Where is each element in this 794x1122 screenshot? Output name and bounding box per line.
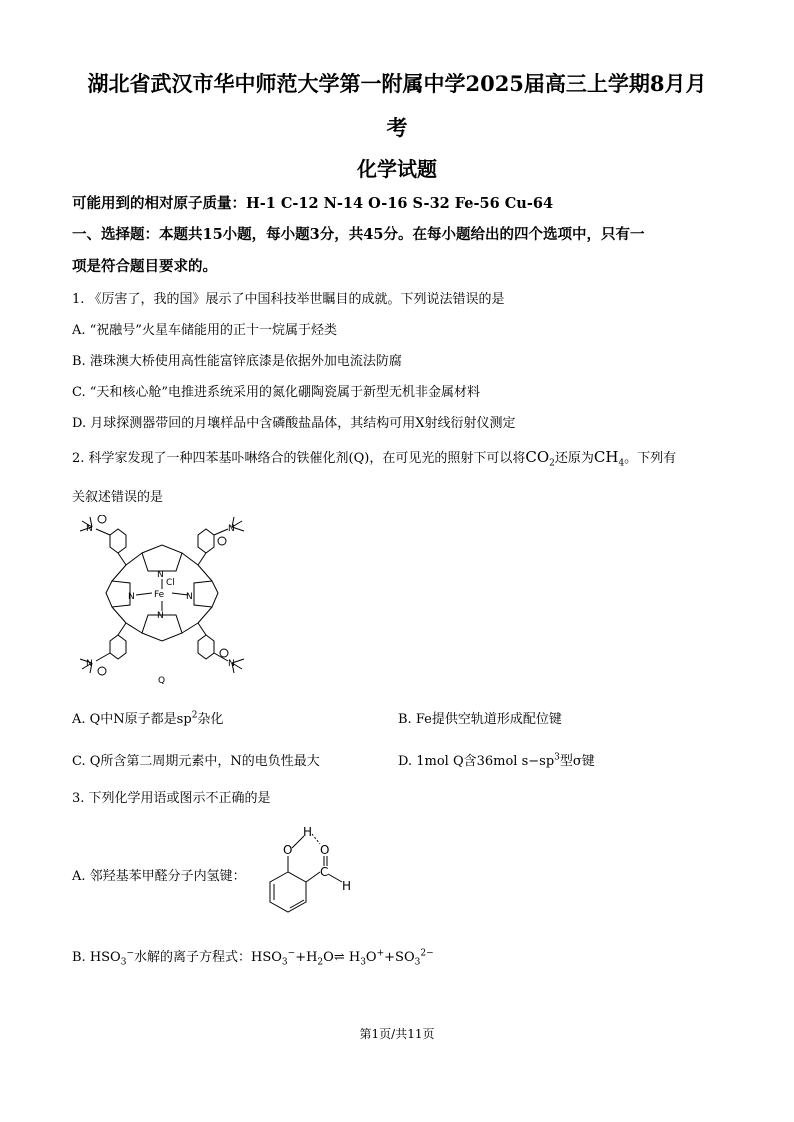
q2-stem-line1: 2. 科学家发现了一种四苯基卟啉络合的铁催化剂(Q)，在可见光的照射下可以将$CO_2$还原为$CH_4$。下列有 <box>72 448 677 469</box>
figure-label-q: Q <box>158 676 166 686</box>
q3-option-a: A. 邻羟基苯甲醛分子内氢键： <box>72 869 246 884</box>
hydroxybenzaldehyde-structure-figure <box>258 822 368 917</box>
svg-text:N: N <box>157 611 164 621</box>
page-footer: 第1页/共11页 <box>359 1027 435 1041</box>
svg-text:N: N <box>157 570 164 580</box>
svg-text:O: O <box>320 843 330 857</box>
q2-option-d: D. 1mol Q含36mol $s-sp^3$型σ键 <box>398 752 595 769</box>
q2-stem-line2: 关叙述错误的是 <box>72 490 164 505</box>
atomic-masses: 可能用到的相对原子质量：H-1 C-12 N-14 O-16 S-32 Fe-56 Cu-64 <box>72 195 554 212</box>
q1-option-d: D. 月球探测器带回的月壤样品中含磷酸盐晶体，其结构可用X射线衍射仪测定 <box>72 416 516 431</box>
svg-text:N: N <box>86 524 93 534</box>
q2-option-a: A. Q中N原子都是$sp^2$杂化 <box>72 710 224 727</box>
page-title-line1: 湖北省武汉市华中师范大学第一附属中学2025届高三上学期8月月 <box>87 71 707 96</box>
q3-option-b: B. $HSO_3^-$水解的离子方程式：$HSO_3^-+H_2O\rightleftharpoons$ $H_3O^++SO_3^{2-}$ <box>72 948 434 968</box>
svg-text:H: H <box>303 825 313 839</box>
q1-option-a: A. “祝融号”火星车储能用的正十一烷属于烃类 <box>72 323 337 338</box>
svg-text:C: C <box>320 865 329 879</box>
svg-text:N: N <box>128 592 135 602</box>
svg-text:O: O <box>283 843 293 857</box>
page-title-line2: 考 <box>386 115 408 140</box>
page-subtitle: 化学试题 <box>357 157 437 181</box>
svg-text:N: N <box>228 659 235 669</box>
section-heading-line2: 项是符合题目要求的。 <box>72 258 217 275</box>
porphyrin-structure-figure <box>72 515 252 690</box>
q2-option-b: B. Fe提供空轨道形成配位键 <box>398 712 562 727</box>
svg-text:N: N <box>228 524 235 534</box>
q1-option-b: B. 港珠澳大桥使用高性能富锌底漆是依据外加电流法防腐 <box>72 354 402 369</box>
section-heading-line1: 一、选择题：本题共15小题，每小题3分，共45分。在每小题给出的四个选项中，只有一 <box>72 226 645 243</box>
svg-text:N: N <box>86 659 93 669</box>
svg-text:Fe: Fe <box>154 590 165 600</box>
svg-text:N: N <box>186 592 193 602</box>
q2-option-c: C. Q所含第二周期元素中，N的电负性最大 <box>72 754 320 769</box>
svg-text:H: H <box>342 879 352 893</box>
svg-text:Cl: Cl <box>166 578 175 588</box>
q3-stem: 3. 下列化学用语或图示不正确的是 <box>72 791 271 806</box>
q1-stem: 1. 《厉害了，我的国》展示了中国科技举世瞩目的成就。下列说法错误的是 <box>72 292 505 307</box>
q1-option-c: C. “天和核心舱”电推进系统采用的氮化硼陶瓷属于新型无机非金属材料 <box>72 385 481 400</box>
